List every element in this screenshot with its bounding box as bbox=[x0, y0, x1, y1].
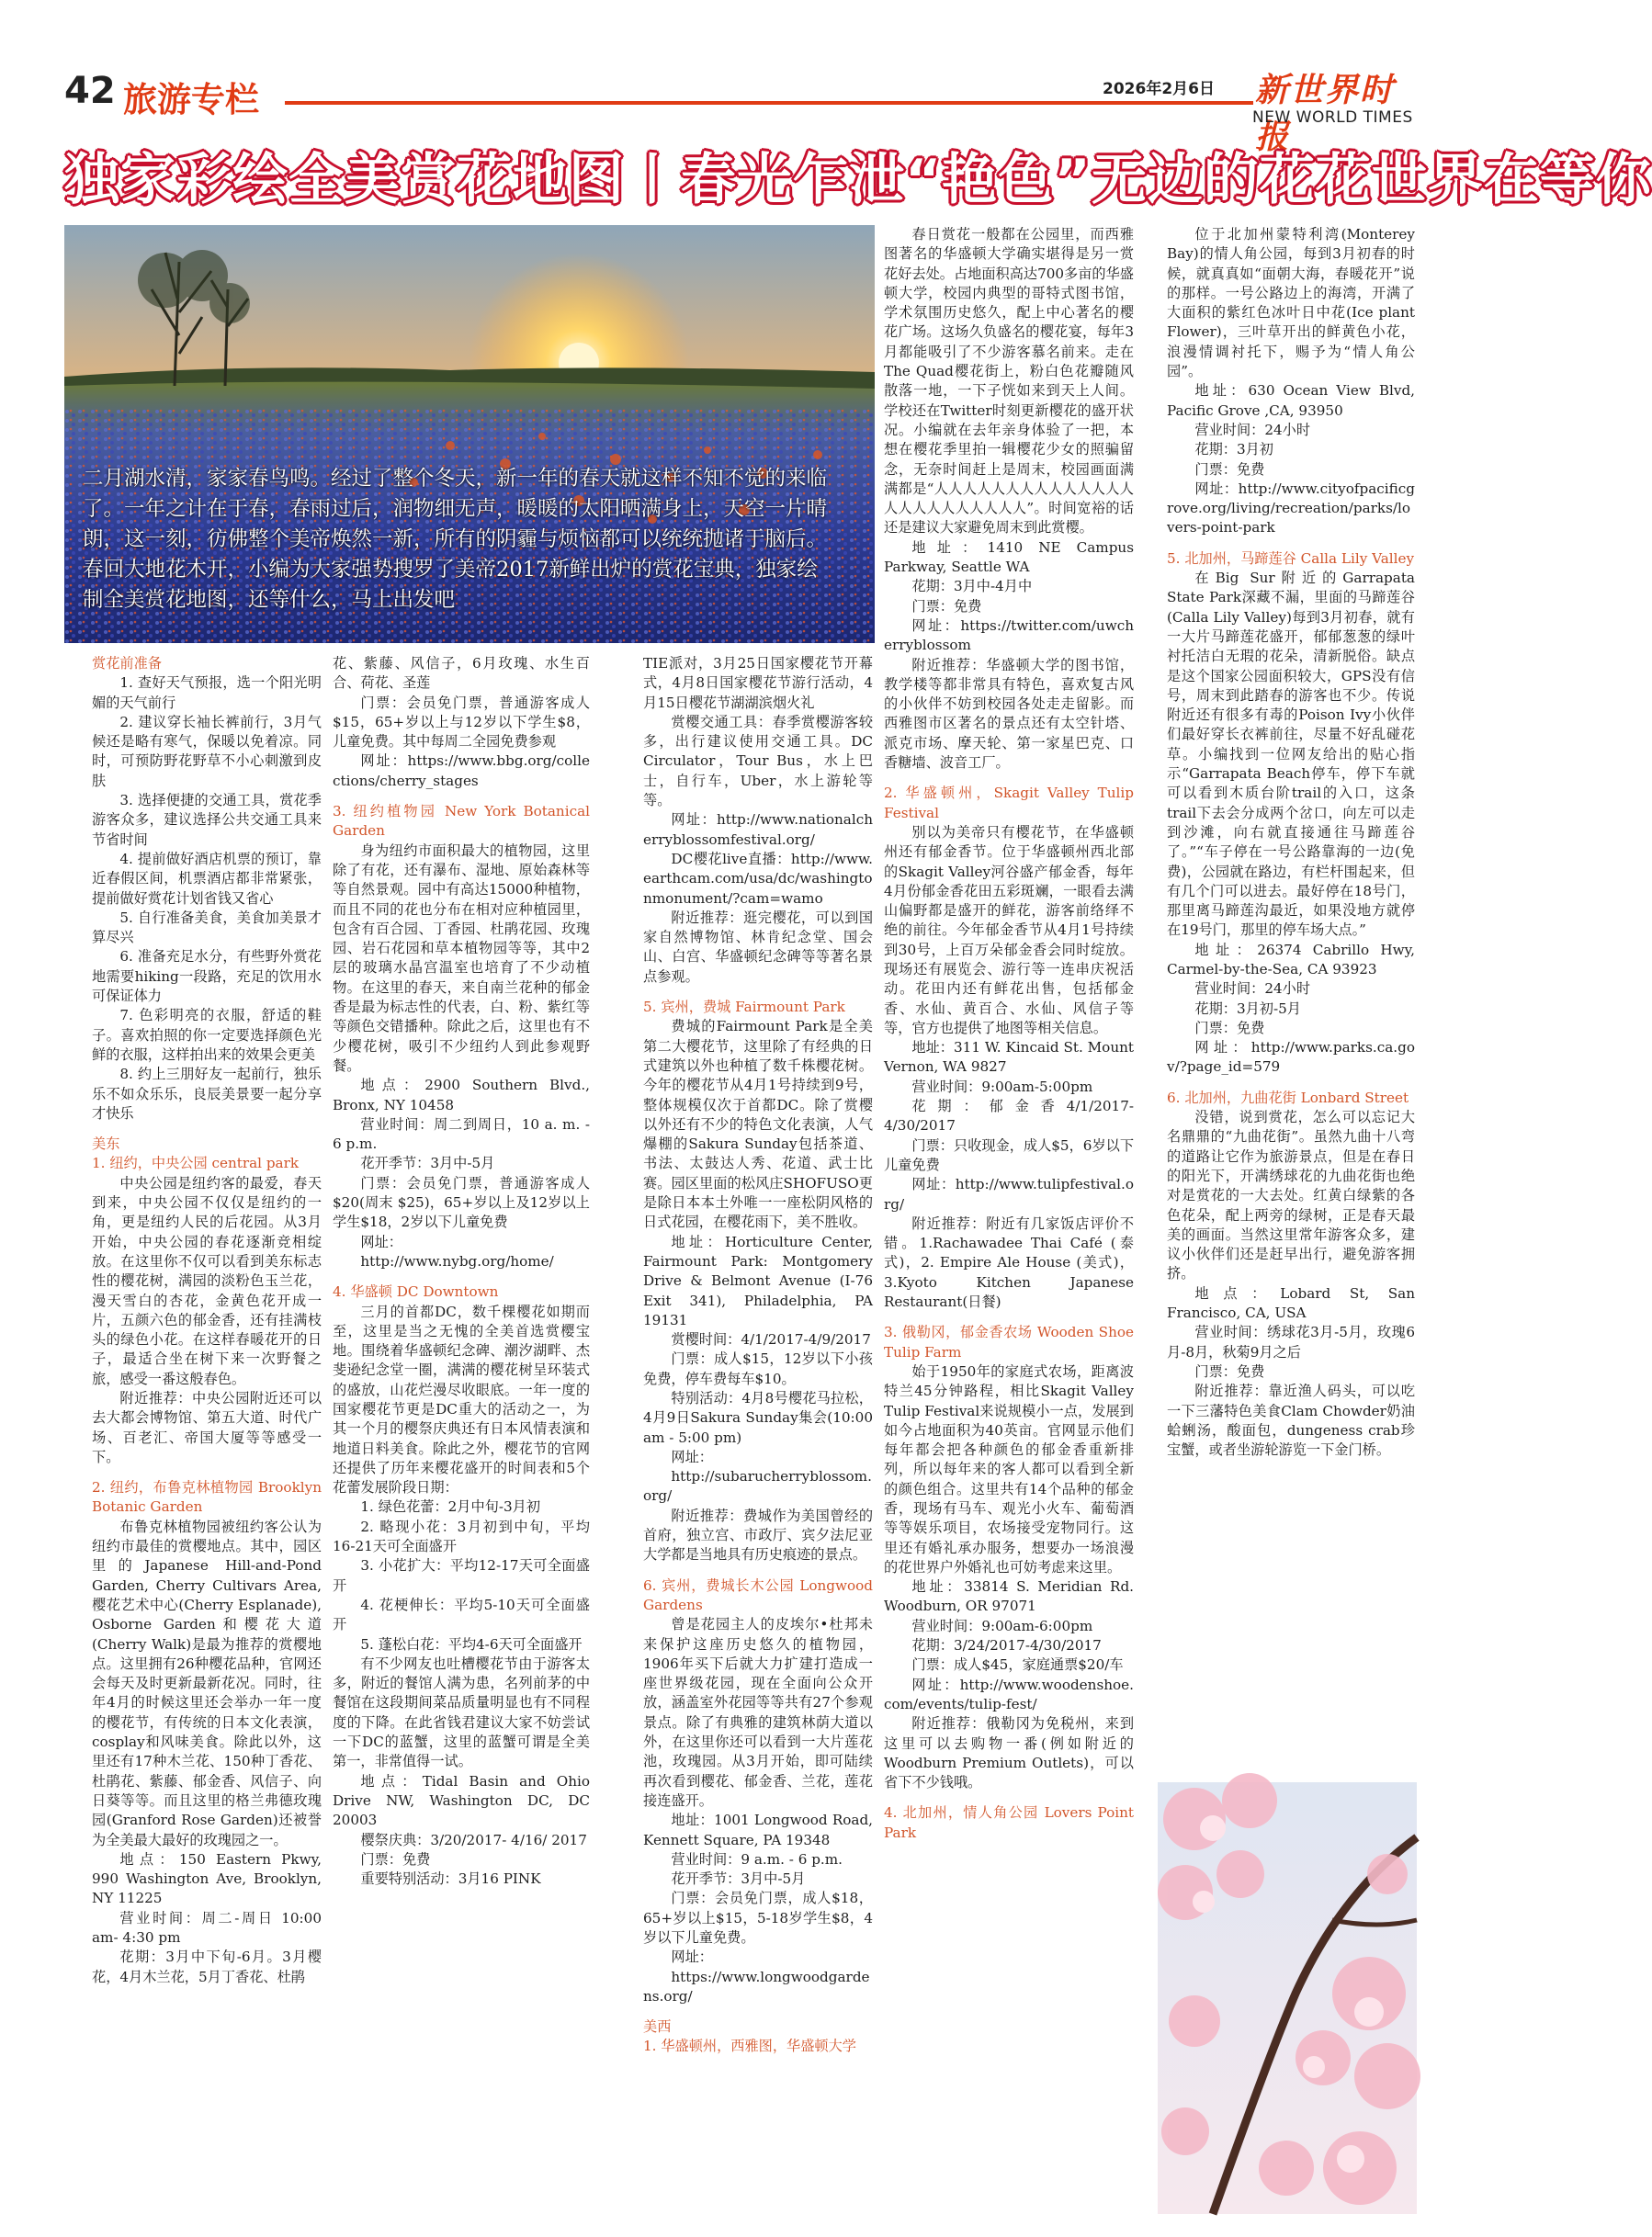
column-4 bbox=[884, 225, 1134, 1843]
paragraph: 门票：免费 bbox=[1194, 460, 1265, 478]
section-heading: 4. 华盛顿 DC Downtown bbox=[333, 1283, 499, 1301]
section-heading: 美东 bbox=[92, 1135, 120, 1153]
cherry-blossom-photo bbox=[1158, 1782, 1417, 2214]
paragraph: 赏樱时间：4/1/2017-4/9/2017 bbox=[671, 1331, 871, 1349]
column-5 bbox=[1167, 225, 1415, 1460]
paragraph: 地址：Horticulture Center, Fairmount Park: Montgomery Drive & Belmont Avenue (I-76 Exit 341), Philadelphia, PA 19131 bbox=[643, 1233, 873, 1328]
paragraph: 地址：1410 NE Campus Parkway, Seattle WA bbox=[884, 538, 1134, 576]
section-heading: 5. 宾州，费城 Fairmount Park bbox=[643, 999, 845, 1016]
paragraph: 门票：免费 bbox=[1194, 1362, 1265, 1380]
paragraph: 附近推荐：费城作为美国曾经的首府，独立宫、市政厅、宾夕法尼亚大学都是当地具有历史痕迹的景点。 bbox=[643, 1507, 873, 1564]
paragraph: 附近推荐：附近有几家饭店评价不错。1.Rachawadee Thai Café (泰式)，2. Empire Ale House (美式)，3.Kyoto Kitchen Japanese Restaurant(日餐) bbox=[884, 1215, 1134, 1311]
paragraph: 始于1950年的家庭式农场，距离波特兰45分钟路程，相比Skagit Valley Tulip Festival来说规模小一点，发展到如今占地面积为40英亩。官网显示他们每年都会把各种颜色的郁金香重新排列，所以每年来的客人都可以看到全新的颜色组合。这里共有14个品种的郁金香，现场有马车、观光小火车、葡萄酒等等娱乐项目，农场接受宠物同行。这里还有婚礼承办服务，想要办一场浪漫的花世界户外婚礼也可妨考虑来这里。 bbox=[884, 1362, 1134, 1576]
paragraph: 附近推荐：中央公园附近还可以去大都会博物馆、第五大道、时代广场、百老汇、帝国大厦等等感受一下。 bbox=[92, 1389, 322, 1465]
paragraph: 花期：郁金香4/1/2017-4/30/2017 bbox=[884, 1098, 1134, 1135]
paragraph: 花期：3月初 bbox=[1194, 441, 1273, 458]
paragraph: 营业时间：绣球花3月-5月，玫瑰6月-8月，秋菊9月之后 bbox=[1167, 1324, 1415, 1361]
paragraph: 没错，说到赏花，怎么可以忘记大名鼎鼎的“九曲花街”。虽然九曲十八弯的道路让它作为旅游景点，但是在春日的阳光下，开满绣球花的九曲花街也绝对是赏花的一大去处。红黄白绿紫的各色花朵，配上两旁的绿树，正是春天最美的画面。当然这里常年游客众多，建议小伙伴们还是赶早出行，避免游客拥挤。 bbox=[1167, 1109, 1415, 1282]
paragraph: 地址：33814 S. Meridian Rd. Woodburn, OR 97071 bbox=[884, 1578, 1134, 1615]
paragraph: 3. 选择便捷的交通工具，赏花季游客众多，建议选择公共交通工具来节省时间 bbox=[92, 792, 322, 848]
section-heading: 赏花前准备 bbox=[92, 655, 162, 672]
paragraph: 花期：3月中-4月中 bbox=[911, 578, 1033, 595]
masthead-logo: 新世界时报 bbox=[1255, 71, 1396, 156]
continued-paragraph: 花、紫藤、风信子，6月玫瑰、水生百合、荷花、圣莲 bbox=[333, 655, 590, 692]
hero-caption: 二月湖水清，家家春鸟鸣。经过了整个冬天，新一年的春天就这样不知不觉的来临了。一年之计在于春，春雨过后，润物细无声，暖暖的太阳晒满身上，天空一片晴朗，这一刻，彷佛整个美帝焕然一新，所有的阴霾与烦恼都可以统统抛诸于脑后。春回大地花木开，小编为大家强势搜罗了美帝2017新鲜出炉的赏花宝典，独家绘制全美赏花地图，还等什么，马上出发吧 bbox=[83, 467, 828, 612]
paragraph: DC樱花live直播：http://www.earthcam.com/usa/dc/washingtonmonument/?cam=wamo bbox=[643, 850, 873, 907]
paragraph: 5. 自行准备美食，美食加美景才算尽兴 bbox=[92, 909, 322, 946]
paragraph: 附近推荐：华盛顿大学的图书馆，教学楼等都非常具有特色，喜欢复古风的小伙伴不妨到校园各处走走留影。而西雅图市区著名的景点还有太空针塔、派克市场、摩天轮、第一家星巴克、口香糖墙、波音工厂。 bbox=[884, 656, 1134, 772]
paragraph: 门票：会员免门票，普通游客成人$20(周末 $25)，65+岁以上及12岁以上学生$18，2岁以下儿童免费 bbox=[333, 1174, 590, 1231]
paragraph: 位于北加州蒙特利湾(Monterey Bay)的情人角公园，每到3月初春的时候，就真真如“面朝大海，春暖花开”说的那样。一号公路边上的海湾，开满了大面积的紫红色冰叶日中花(Ice plant Flower)，三叶草开出的鲜黄色小花，浪漫情调衬托下，赐予为“情人角公园”。 bbox=[1167, 226, 1415, 380]
paragraph: 网址：https://twitter.com/uwcherryblossom bbox=[884, 616, 1134, 654]
paragraph: 6. 准备充足水分，有些野外赏花地需要hiking一段路，充足的饮用水可保证体力 bbox=[92, 948, 322, 1005]
paragraph: 花期：3月初-5月 bbox=[1194, 1000, 1301, 1017]
paragraph: 网址：http://www.nationalcherryblossomfestival.org/ bbox=[643, 811, 873, 848]
section-heading: 2. 华盛顿州，Skagit Valley Tulip Festival bbox=[884, 785, 1134, 821]
paragraph: 在Big Sur附近的Garrapata State Park深藏不漏，里面的马蹄莲谷(Calla Lily Valley)每到3月初春，就有一大片马蹄莲花盛开，郁郁葱葱的绿叶衬托洁白无瑕的花朵，清新脱俗。缺点是这个国家公园面积较大，GPS没有信号，周末到此踏春的游客也不少。传说附近还有很多有毒的Poison Ivy小伙伴们最好穿长衣裤前往，尽量不好乱碰花草。小编找到一位网友给出的贴心指示“Garrapata Beach停车，停下车就可以看到木质台阶trail的入口，这条trail下去会分成两个岔口，向左可以走到沙滩，向右就直接通往马蹄莲谷了。”“车子停在一号公路靠海的一边(免费)，公园就在路边，有栏杆围起来，但有几个门可以进去。最好停在18号门，那里离马蹄莲沟最近，如果没地方就停在19号门，那里的停车场大点。” bbox=[1167, 570, 1415, 939]
issue-date: 2026年2月6日 bbox=[1103, 80, 1215, 98]
article-headline: 独家彩绘全美赏花地图丨春光乍泄“艳色”无边的花花世界在等你 bbox=[64, 148, 1652, 212]
section-heading: 5. 北加州，马蹄莲谷 Calla Lily Valley bbox=[1167, 549, 1415, 567]
paragraph: 4. 提前做好酒店机票的预订，靠近春假区间，机票酒店都非常紧张，提前做好赏花计划省钱又省心 bbox=[92, 850, 322, 907]
paragraph: 2. 建议穿长袖长裤前行，3月气候还是略有寒气，保暖以免着凉。同时，可预防野花野草不小心刺激到皮肤 bbox=[92, 713, 322, 789]
paragraph: 营业时间：24小时 bbox=[1194, 980, 1311, 998]
paragraph: 网址： bbox=[671, 1448, 713, 1465]
paragraph: 附近推荐：逛完樱花，可以到国家自然博物馆、林肯纪念堂、国会山、白宫、华盛顿纪念碑等等著名景点参观。 bbox=[643, 909, 873, 985]
paragraph: 门票：免费 bbox=[911, 597, 982, 615]
section-heading: 1. 纽约，中央公园 central park bbox=[92, 1155, 300, 1172]
paragraph: 1. 绿色花蕾：2月中旬-3月初 bbox=[360, 1498, 541, 1516]
paragraph: 地址：630 Ocean View Blvd, Pacific Grove ,CA, 93950 bbox=[1167, 382, 1415, 419]
continued-paragraph: TIE派对，3月25日国家樱花节开幕式，4月8日国家樱花节游行活动，4月15日樱花节湖湖滨烟火礼 bbox=[643, 655, 873, 711]
paragraph: 曾是花园主人的皮埃尔•杜邦未来保护这座历史悠久的植物园，1906年买下后就大力扩建打造成一座世界级花园，现在全面向公众开放，涵盖室外花园等等共有27个参观景点。除了有典雅的建筑林荫大道以外，在这里你还可以看到一大片莲花池，玫瑰园。从3月开始，即可陆续再次看到樱花、郁金香、兰花，莲花接连盛开。 bbox=[643, 1616, 873, 1809]
paragraph: 花开季节：3月中-5月 bbox=[360, 1155, 495, 1172]
paragraph: 网址： bbox=[360, 1233, 402, 1250]
paragraph: 网址：http://www.tulipfestival.org/ bbox=[884, 1176, 1134, 1213]
paragraph: 地址：1001 Longwood Road, Kennett Square, PA 19348 bbox=[643, 1812, 873, 1848]
paragraph: 门票：只收现金，成人$5，6岁以下儿童免费 bbox=[884, 1136, 1135, 1173]
section-heading: 1. 华盛顿州，西雅图，华盛顿大学 bbox=[643, 2038, 856, 2055]
section-heading: 2. 纽约，布鲁克林植物园 Brooklyn Botanic Garden bbox=[92, 1479, 322, 1516]
paragraph: 营业时间：9:00am-5:00pm bbox=[911, 1078, 1093, 1095]
paragraph: 门票：免费 bbox=[360, 1850, 431, 1868]
cherry-blossom-image bbox=[1158, 1782, 1417, 2214]
section-heading: 3. 俄勒冈，郁金香农场 Wooden Shoe Tulip Farm bbox=[884, 1324, 1134, 1361]
paragraph: 营业时间：9 a.m. - 6 p.m. bbox=[671, 1850, 843, 1868]
paragraph: 身为纽约市面积最大的植物园，这里除了有花，还有瀑布、湿地、原始森林等等自然景观。园中有高达15000种植物，而且不同的花也分布在相对应种植园里，包含有百合园、丁香园、杜鹃花园、玫瑰园、岩石花园和草本植物园等等，其中2层的玻璃水晶宫温室也培育了不少动植物。在这里的春天，来自南兰花种的郁金香是最为标志性的代表，白、粉、紫红等等颜色交错播种。除此之后，这里也有不少樱花树，吸引不少纽约人到此参观野餐。 bbox=[333, 842, 590, 1074]
column-3 bbox=[643, 654, 873, 2057]
paragraph: 5. 蓬松白花：平均4-6天可全面盛开 bbox=[360, 1635, 583, 1653]
paragraph: 网址：http://www.cityofpacificgrove.org/living/recreation/parks/lovers-point-park bbox=[1167, 480, 1415, 537]
paragraph: 重要特别活动：3月16 PINK bbox=[360, 1870, 541, 1888]
paragraph: 赏樱交通工具：春季赏樱游客较多，出行建议使用交通工具。DC Circulator，Tour Bus，水上巴士，自行车，Uber，水上游轮等等。 bbox=[643, 713, 873, 809]
paragraph: 网址：http://www.parks.ca.gov/?page_id=579 bbox=[1167, 1039, 1415, 1076]
paragraph: 中央公园是纽约客的最爱，春天到来，中央公园不仅仅是纽约的一角，更是纽约人民的后花园。从3月开始，中央公园的春花逐渐竞相绽放。在这里你不仅可以看到美东标志性的樱花树，满园的淡粉色玉兰花，漫天雪白的杏花，金黄色花开成一片，五颜六色的郁金香，还有挂满枝头的绿色小花。在这样春暖花开的日子，最适合坐在树下来一次野餐之旅，感受一番这般春色。 bbox=[92, 1174, 322, 1387]
paragraph: 3. 小花扩大：平均12-17天可全面盛开 bbox=[333, 1557, 590, 1594]
paragraph: http://www.nybg.org/home/ bbox=[360, 1252, 554, 1270]
paragraph: 1. 查好天气预报，选一个阳光明媚的天气前行 bbox=[92, 674, 322, 711]
page-header bbox=[64, 64, 1415, 156]
paragraph: 营业时间：周二-周日 10:00 am- 4:30 pm bbox=[92, 1909, 322, 1946]
paragraph: https://www.longwoodgardens.org/ bbox=[643, 1968, 870, 2005]
paragraph: 地点：Tidal Basin and Ohio Drive NW, Washington DC, DC 20003 bbox=[333, 1772, 590, 1829]
paragraph: 地点：Lobard St, San Francisco, CA, USA bbox=[1167, 1284, 1415, 1322]
section-heading: 4. 北加州，情人角公园 Lovers Point Park bbox=[884, 1804, 1134, 1841]
paragraph: 8. 约上三朋好友一起前行，独乐乐不如众乐乐，良辰美景要一起分享才快乐 bbox=[92, 1066, 322, 1122]
paragraph: 别以为美帝只有樱花节，在华盛顿州还有郁金香节。位于华盛顿州西北部的Skagit Valley河谷盛产郁金香，每年4月份郁金香花田五彩斑斓，一眼看去满山偏野都是盛开的鲜花，游客前络绎不绝的前往。今年郁金香节从4月1号持续到30号，上百万朵郁金香会同时绽放。现场还有展览会、游行等一连串庆祝活动。花田内还有鲜花出售，包括郁金香、水仙、黄百合、水仙、风信子等等，官方也提供了地图等相关信息。 bbox=[884, 823, 1134, 1036]
paragraph: 地点：150 Eastern Pkwy, 990 Washington Ave, Brooklyn, NY 11225 bbox=[92, 1850, 322, 1907]
paragraph: 附近推荐：俄勒冈为免税州，来到这里可以去购物一番(例如附近的Woodburn Premium Outlets)，可以省下不少钱哦。 bbox=[884, 1715, 1134, 1791]
header-rule bbox=[285, 101, 1253, 105]
paragraph: 网址： bbox=[671, 1949, 713, 1966]
paragraph: 网址：https://www.bbg.org/collections/cherry_stages bbox=[333, 752, 590, 789]
paragraph: 三月的首都DC，数千棵樱花如期而至，这里是当之无愧的全美首选赏樱宝地。围绕着华盛顿纪念碑、潮汐湖畔、杰斐逊纪念堂一圈，满满的樱花树呈环装式的盛放，山花烂漫尽收眼底。一年一度的国家樱花节更是DC重大的活动之一，为其一个月的樱祭庆典还有日本风情表演和地道日料美食。除此之外，樱花节的官网还提供了历年来樱花盛开的时间表和5个花蕾发展阶段日期： bbox=[333, 1303, 590, 1497]
section-heading: 美西 bbox=[643, 2018, 672, 2036]
paragraph: 布鲁克林植物园被纽约客公认为纽约市最佳的赏樱地点。其中，园区里的Japanese Hill-and-Pond Garden, Cherry Cultivars Area, 樱花艺术中心(Cherry Esplanade), Osborne Garden和樱花大道(Cherry Walk)是最为推荐的赏樱地点。这里拥有26种樱花品种，官网还会每天及时更新最新花况。同时，往年4月的时候这里还会举办一年一度的樱花节，有传统的日本文化表演，cosplay和风味美食。除此以外，这里还有17种木兰花、150种丁香花、杜鹃花、紫藤、郁金香、风信子、向日葵等等。而且这里的格兰弗德玫瑰园(Granford Rose Garden)还被誉为全美最大最好的玫瑰园之一。 bbox=[92, 1518, 322, 1848]
paragraph: 花期：3月中下旬-6月。3月樱花，4月木兰花，5月丁香花、杜鹃 bbox=[92, 1949, 322, 1985]
paragraph: 门票：免费 bbox=[1194, 1019, 1265, 1036]
paragraph: 春日赏花一般都在公园里，而西雅图著名的华盛顿大学确实堪得是另一赏花好去处。占地面积高达700多亩的华盛顿大学，校园内典型的哥特式图书馆，学术氛围历史悠久，配上中心著名的樱花广场。这场久负盛名的樱花宴，每年3月都能吸引了不少游客慕名前来。走在The Quad樱花街上，粉白色花瓣随风散落一地，一下子恍如来到天上人间。学校还在Twitter时刻更新樱花的盛开状况。小编就在去年亲身体验了一把，本想在樱花季里拍一辑樱花少女的照骗留念，无奈时间赶上是周末，校园画面满满都是“人人人人人人人人人人人人人人人人人人人人人人人人”。时间宽裕的话还是建议大家避免周末到此赏樱。 bbox=[884, 226, 1134, 537]
paragraph: 营业时间：24小时 bbox=[1194, 421, 1311, 438]
masthead-english: NEW WORLD TIMES bbox=[1252, 108, 1413, 127]
paragraph: 地址：311 W. Kincaid St. Mount Vernon, WA 9827 bbox=[884, 1039, 1134, 1076]
paragraph: 7. 色彩明亮的衣服，舒适的鞋子。喜欢拍照的你一定要选择颜色光鲜的衣服，这样拍出来的效果会更美 bbox=[92, 1007, 322, 1063]
paragraph: 门票：成人$15，12岁以下小孩免费，停车费每车$10。 bbox=[643, 1350, 873, 1387]
paragraph: 地点：2900 Southern Blvd., Bronx, NY 10458 bbox=[333, 1077, 590, 1113]
paragraph: http://subarucherryblossom.org/ bbox=[643, 1468, 872, 1505]
paragraph: 门票：会员免门票，成人$18，65+岁以上$15，5-18岁学生$8，4岁以下儿童免费。 bbox=[643, 1890, 873, 1946]
paragraph: 花开季节：3月中-5月 bbox=[671, 1870, 806, 1888]
paragraph: 营业时间：周二到周日，10 a. m. - 6 p.m. bbox=[333, 1115, 590, 1153]
paragraph: 地址：26374 Cabrillo Hwy, Carmel-by-the-Sea, CA 93923 bbox=[1167, 941, 1415, 977]
paragraph: 特别活动：4月8号樱花马拉松，4月9日Sakura Sunday集会(10:00 am - 5:00 pm) bbox=[643, 1389, 873, 1446]
paragraph: 附近推荐：靠近渔人码头，可以吃一下三藩特色美食Clam Chowder奶油蛤蜊汤，酸面包，dungeness crab珍宝蟹，或者坐游轮游览一下金门桥。 bbox=[1167, 1383, 1415, 1459]
paragraph: 门票：成人$45，家庭通票$20/车 bbox=[911, 1656, 1124, 1674]
column-2 bbox=[333, 654, 590, 1889]
section-heading: 6. 北加州，九曲花街 Lonbard Street bbox=[1167, 1089, 1409, 1106]
paragraph: 4. 花梗伸长：平均5-10天可全面盛开 bbox=[333, 1596, 590, 1633]
section-title: 旅游专栏 bbox=[123, 80, 259, 119]
paragraph: 营业时间：9:00am-6:00pm bbox=[911, 1617, 1093, 1634]
paragraph: 有不少网友也吐槽樱花节由于游客太多，附近的餐馆人满为患，名列前茅的中餐馆在这段期间菜品质量明显也有不同程度的下降。在此省钱君建议大家不妨尝试一下DC的蓝蟹，这里的蓝蟹可谓是全美第一，非常值得一试。 bbox=[333, 1655, 590, 1770]
paragraph: 网址：http://www.woodenshoe.com/events/tulip-fest/ bbox=[884, 1676, 1134, 1712]
section-heading: 3. 纽约植物园 New York Botanical Garden bbox=[333, 803, 590, 840]
paragraph: 门票：会员免门票，普通游客成人$15，65+岁以上与12岁以下学生$8，儿童免费。其中每周二全园免费参观 bbox=[333, 694, 590, 751]
paragraph: 樱祭庆典：3/20/2017- 4/16/ 2017 bbox=[360, 1831, 587, 1848]
page-number: 42 bbox=[64, 70, 116, 112]
column-1 bbox=[92, 654, 322, 1987]
paragraph: 费城的Fairmount Park是全美第二大樱花节，这里除了有经典的日式建筑以外也种植了数千株樱花树。今年的樱花节从4月1号持续到9号，整体规模仅次于首都DC。除了赏樱以外还有不少的特色文化表演，人气爆棚的Sakura Sunday包括茶道、书法、太鼓达人秀、花道、武士比赛。园区里面的松风庄SHOFUSO更是除日本本土外唯一一座松阴风格的日式花园，在樱花雨下，美不胜收。 bbox=[643, 1018, 873, 1231]
paragraph: 花期：3/24/2017-4/30/2017 bbox=[911, 1637, 1102, 1655]
paragraph: 2. 略现小花：3月初到中旬，平均16-21天可全面盛开 bbox=[333, 1518, 590, 1555]
hero-image bbox=[64, 225, 875, 643]
section-heading: 6. 宾州，费城长木公园 Longwood Gardens bbox=[643, 1576, 873, 1613]
